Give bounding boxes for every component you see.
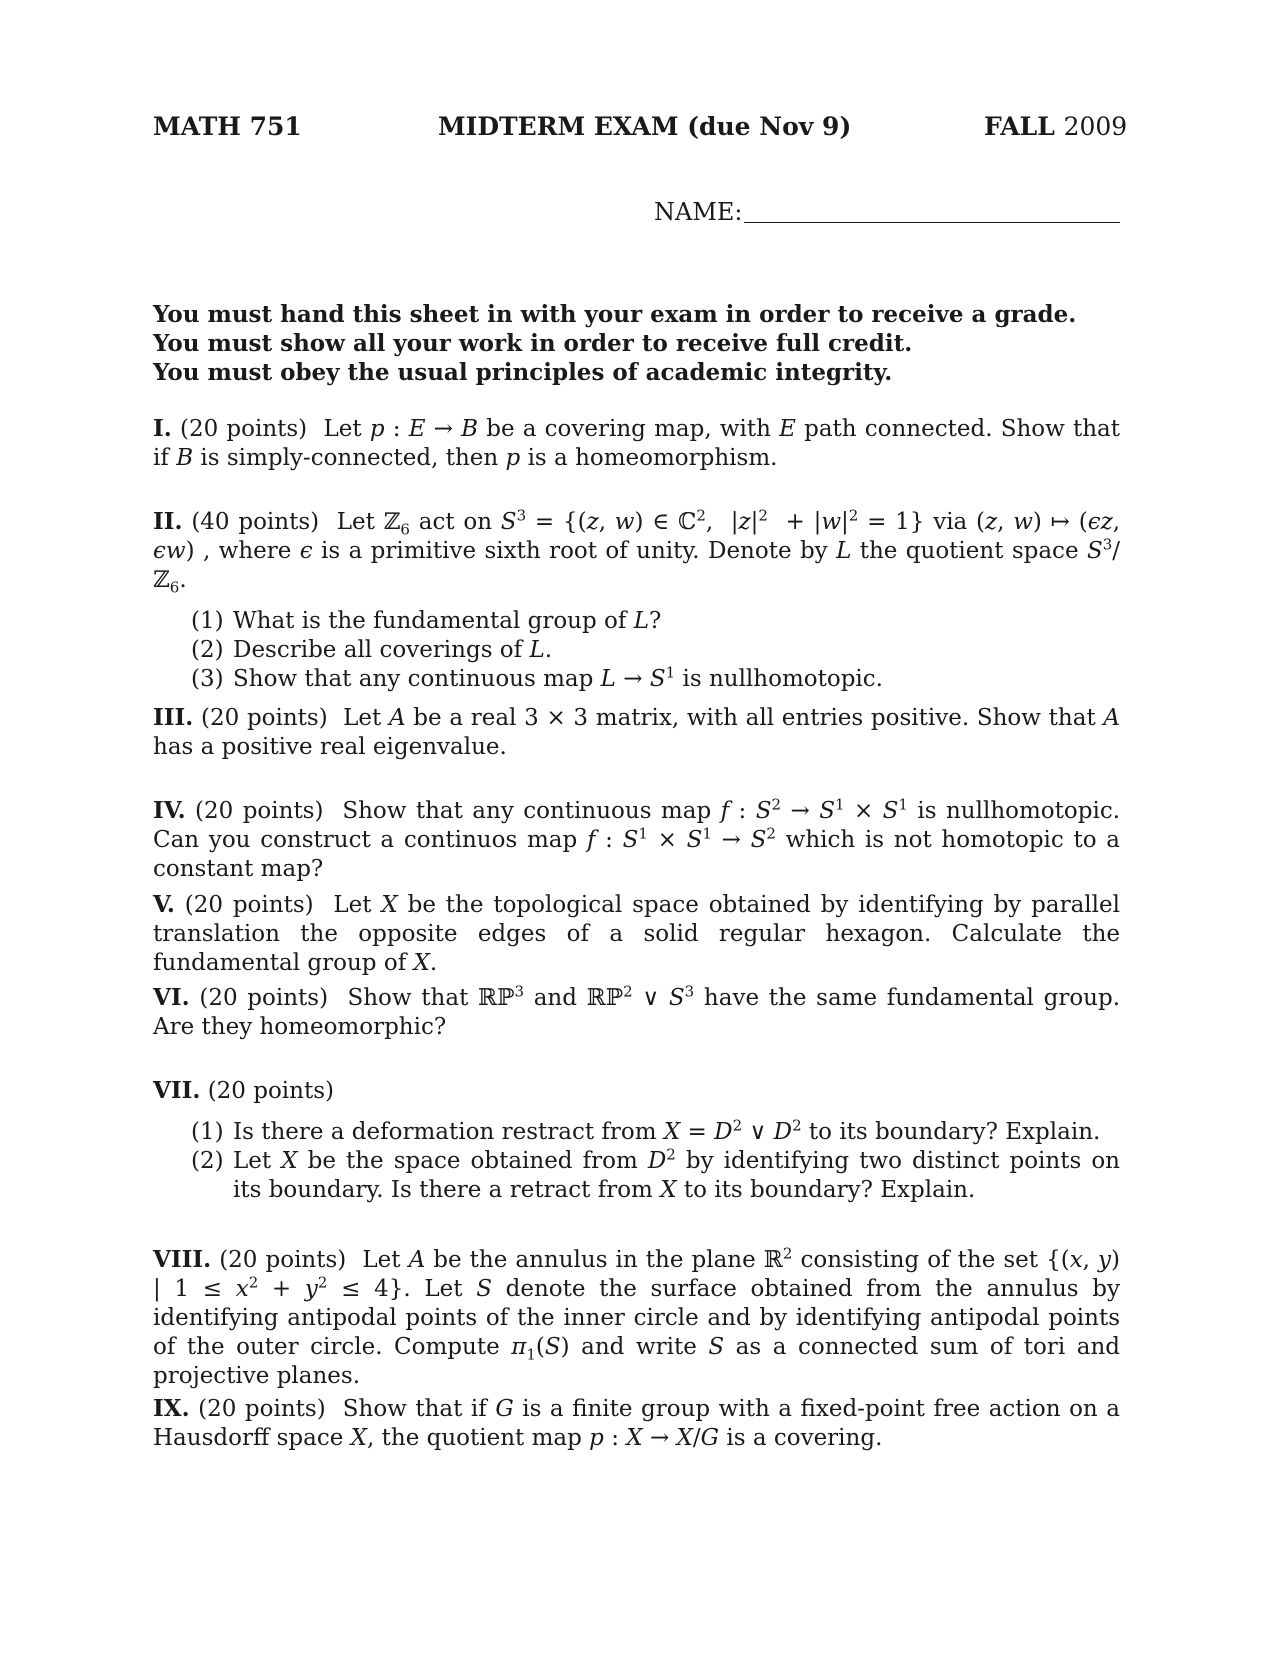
problem-points: (20 points) [207,1078,334,1104]
exam-term [984,112,1127,141]
item-label: (2) [191,1148,224,1174]
problem-1 [153,414,1120,473]
name-label: NAME: [654,198,743,226]
problem-text: Let A be a real 3 × 3 matrix, with all entries positive. Show that A has a positive real eigenvalue. [153,705,1121,760]
instruction-line: You must obey the usual principles of academic integrity. [153,359,893,386]
problem-points: (20 points) [198,1396,326,1422]
problem-points: (20 points) [179,416,308,442]
problem-number: VII. [153,1077,201,1104]
problem-text: Let A be the annulus in the plane ℝ$^2$ consisting of the set {(x, y) | $1 \le x^2 + y^2 \le 4$}. Let S denote the surface obtained from the annulus by identifying antipodal points of the inner circle and by identifying antipodal points of the outer circle. Compute $\pi_1(S)$ and write S as a connected sum of tori and projective planes. [153,1244,1121,1389]
problem-8 [153,1245,1120,1391]
problem-number: II. [153,508,183,535]
problem-7 [153,1076,1120,1205]
list-item: (1) What is the fundamental group of L? [191,608,662,634]
list-item: (2) Let X be the space obtained from $D^2$ by identifying two distinct points on its boundary. Is there a retract from X to its boundary? Explain. [191,1145,1120,1203]
problem-points: (20 points) [184,892,314,918]
problem-points: (20 points) [219,1247,347,1273]
problem-9 [153,1394,1120,1453]
problem-text: Show that any continuous map f : $S^2 \to S^1 \times S^1$ is nullhomotopic. Can you construct a continuos map f : $S^1 \times S^1 \to S^2$ which is not homotopic to a constant map? [153,795,1121,882]
problem-3 [153,703,1120,762]
instructions [153,300,1133,387]
subquestion-list [153,1118,1120,1205]
subquestion-list [153,607,1120,694]
item-label: (1) [191,608,224,634]
item-label: (2) [191,637,224,663]
term-year: 2009 [1063,112,1128,141]
problem-text: Let X be the topological space obtained by identifying by parallel translation the opposite edges of a solid regular hexagon. Calculate the fundamental group of X. [153,892,1120,976]
problem-text: Let p : E → B be a covering map, with E path connected. Show that if B is simply-connected, then p is a homeomorphism. [153,416,1120,471]
problem-text: Let ℤ$_6$ act on $S^3 = \{(z$, w) ∈ ℂ$^2$, $|z|^2 + |w|^2 = 1$} via (z, w) ↦ (ϵz, ϵw) , where ϵ is a primitive sixth root of unity. Denote by L the quotient space $S^3/ℤ_6$. [153,506,1121,597]
problem-text: Show that ℝℙ$^3$ and ℝℙ$^2$ ∨ $S^3$ have the same fundamental group. Are they homeomorphic? [153,982,1121,1040]
list-item: (3) Show that any continuous map $L \to S^1$ is nullhomotopic. [191,663,883,692]
problem-number: IX. [153,1395,190,1422]
problem-6 [153,983,1120,1042]
problem-2 [153,507,1120,694]
problem-number: III. [153,704,194,731]
list-item: (1) Is there a deformation restract from $X = D^2$ ∨ $D^2$ to its boundary? Explain. [191,1116,1101,1145]
item-label: (1) [191,1119,224,1145]
problem-points: (40 points) [191,509,320,535]
problem-number: VIII. [153,1246,212,1273]
problem-text: Show that if G is a finite group with a fixed-point free action on a Hausdorff space X, the quotient map p : X → X/G is a covering. [153,1396,1120,1451]
list-item: (2) Describe all coverings of L. [191,637,553,663]
item-label: (3) [191,666,224,692]
problem-points: (20 points) [199,985,329,1011]
problem-points: (20 points) [195,798,324,824]
problem-number: IV. [153,797,186,824]
problem-number: VI. [153,984,190,1011]
term-label: FALL [984,112,1055,141]
name-blank-line[interactable] [744,222,1120,223]
exam-title: MIDTERM EXAM (due Nov 9) [438,112,852,141]
problem-number: V. [153,891,175,918]
problem-number: I. [153,415,172,442]
course-code: MATH 751 [153,112,302,141]
problem-points: (20 points) [201,705,328,731]
problem-5 [153,890,1120,978]
problem-4 [153,796,1120,884]
instruction-line: You must show all your work in order to receive full credit. [153,330,913,357]
instruction-line: You must hand this sheet in with your exam in order to receive a grade. [153,301,1077,328]
